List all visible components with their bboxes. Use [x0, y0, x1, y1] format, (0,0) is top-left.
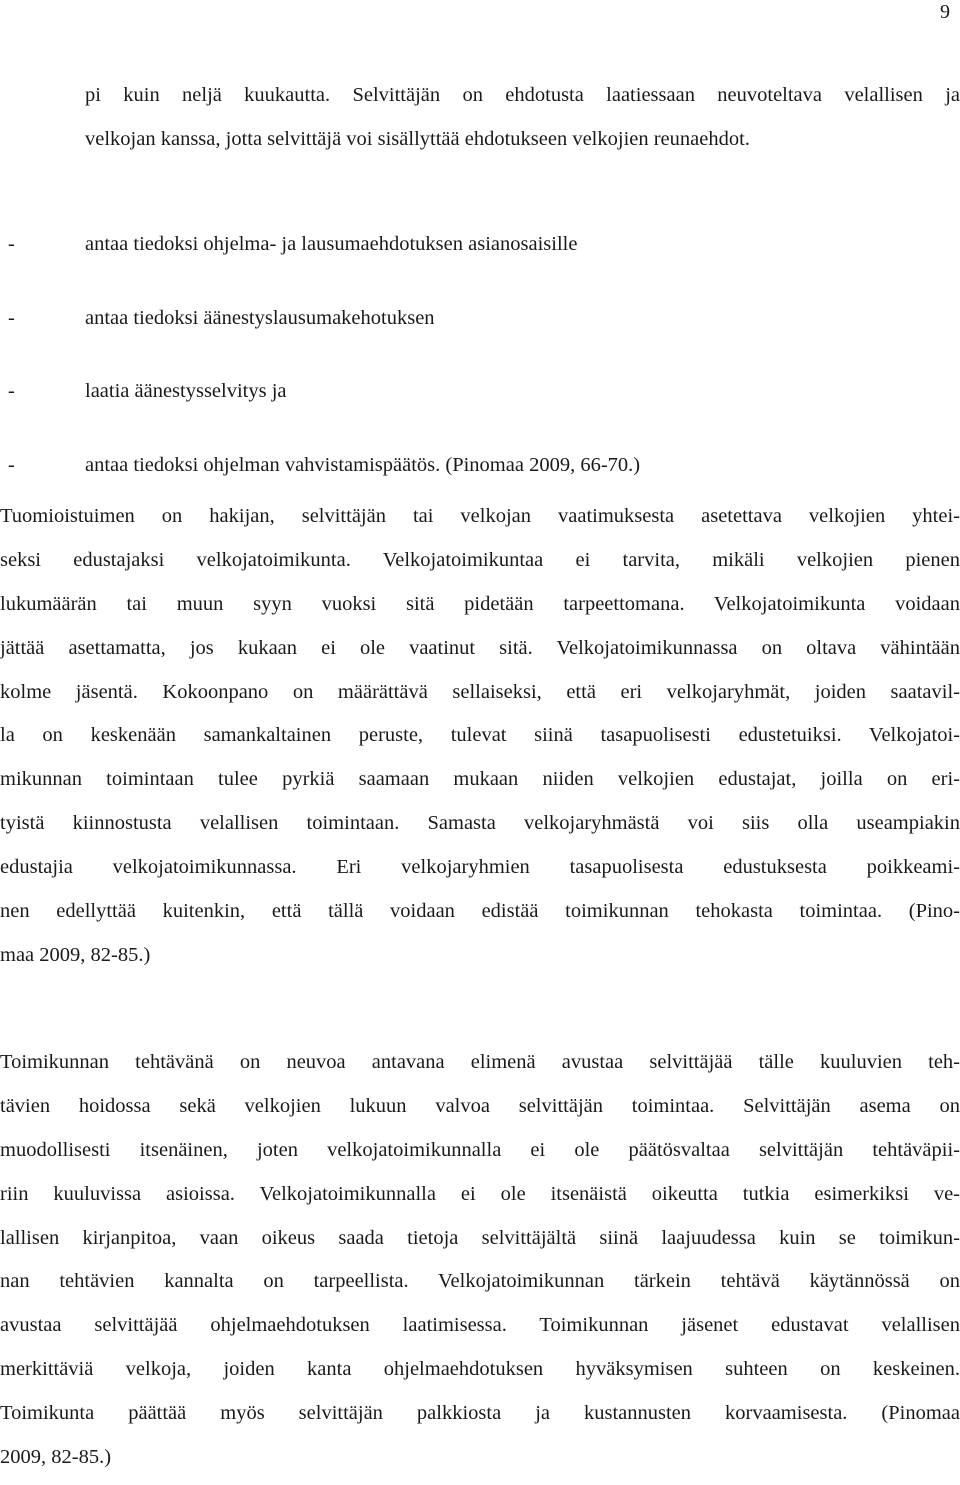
text-line: kolme jäsentä. Kokoonpano on määrättävä sellaiseksi, että eri velkojaryhmät, joiden saatavil-	[0, 680, 960, 703]
dash-list	[0, 208, 960, 502]
list-item-text: antaa tiedoksi ohjelma- ja lausumaehdotuksen asianosaisille	[85, 233, 578, 255]
list-item	[0, 429, 960, 503]
list-item	[0, 282, 960, 356]
paragraph-velkojatoimikunta	[0, 495, 960, 978]
text-line: pi kuin neljä kuukautta. Selvittäjän on ehdotusta laatiessaan neuvoteltava velallisen ja	[85, 84, 960, 106]
text-line: 2009, 82-85.)	[0, 1446, 112, 1469]
text-line: lallisen kirjanpitoa, vaan oikeus saada tietoja selvittäjältä siinä laajuudessa kuin se toimikun-	[0, 1226, 960, 1249]
list-item-text: laatia äänestysselvitys ja	[85, 380, 287, 402]
dash-bullet: -	[8, 233, 15, 255]
text-line: nan tehtävien kannalta on tarpeellista. Velkojatoimikunnan tärkein tehtävä käytännössä on	[0, 1270, 960, 1293]
text-line: merkittäviä velkoja, joiden kanta ohjelmaehdotuksen hyväksymisen suhteen on keskeinen.	[0, 1358, 960, 1381]
list-item	[0, 208, 960, 282]
paragraph-continuation	[0, 74, 960, 162]
text-line: jättää asettamatta, jos kukaan ei ole vaatinut sitä. Velkojatoimikunnassa on oltava vähintään	[0, 636, 960, 659]
list-item-text: antaa tiedoksi ohjelman vahvistamispäätös. (Pinomaa 2009, 66-70.)	[85, 453, 641, 476]
dash-bullet: -	[8, 380, 15, 402]
text-line: mikunnan toimintaan tulee pyrkiä saamaan mukaan niiden velkojien edustajat, joilla on eri-	[0, 768, 960, 791]
text-line: la on keskenään samankaltainen peruste, tulevat siinä tasapuolisesti edustetuiksi. Velkojatoi-	[0, 724, 960, 747]
text-line: Toimikunta päättää myös selvittäjän palkkiosta ja kustannusten korvaamisesta. (Pinomaa	[0, 1402, 960, 1425]
text-line: tyistä kiinnostusta velallisen toimintaan. Samasta velkojaryhmästä voi siis olla useampiakin	[0, 812, 960, 835]
text-line: edustajia velkojatoimikunnassa. Eri velkojaryhmien tasapuolisesta edustuksesta poikkeami-	[0, 856, 960, 879]
text-line: velkojan kanssa, jotta selvittäjä voi sisällyttää ehdotukseen velkojien reunaehdot.	[85, 127, 750, 150]
text-line: seksi edustajaksi velkojatoimikunta. Velkojatoimikuntaa ei tarvita, mikäli velkojien pienen	[0, 548, 960, 571]
text-line: riin kuuluvissa asioissa. Velkojatoimikunnalla ei ole itsenäistä oikeutta tutkia esimerkiksi ve-	[0, 1182, 960, 1205]
list-item-text: antaa tiedoksi äänestyslausumakehotuksen	[85, 306, 435, 329]
paragraph-toimikunnan-tehtava	[0, 1041, 960, 1480]
list-item	[0, 355, 960, 429]
text-line: Tuomioistuimen on hakijan, selvittäjän tai velkojan vaatimuksesta asetettava velkojien yhtei-	[0, 505, 960, 527]
text-line: muodollisesti itsenäinen, joten velkojatoimikunnalla ei ole päätösvaltaa selvittäjän tehtäväpii-	[0, 1138, 960, 1161]
text-line: nen edellyttää kuitenkin, että tällä voidaan edistää toimikunnan tehokasta toimintaa. (Pino-	[0, 900, 960, 923]
text-line: Toimikunnan tehtävänä on neuvoa antavana elimenä avustaa selvittäjää tälle kuuluvien teh-	[0, 1051, 960, 1073]
text-line: tävien hoidossa sekä velkojien lukuun valvoa selvittäjän toimintaa. Selvittäjän asema on	[0, 1094, 960, 1117]
text-line: avustaa selvittäjää ohjelmaehdotuksen laatimisessa. Toimikunnan jäsenet edustavat velallisen	[0, 1314, 960, 1337]
dash-bullet: -	[8, 453, 15, 476]
text-line: lukumäärän tai muun syyn vuoksi sitä pidetään tarpeettomana. Velkojatoimikunta voidaan	[0, 592, 960, 615]
text-line: maa 2009, 82-85.)	[0, 943, 151, 966]
page-number: 9	[940, 1, 950, 23]
dash-bullet: -	[8, 306, 15, 329]
